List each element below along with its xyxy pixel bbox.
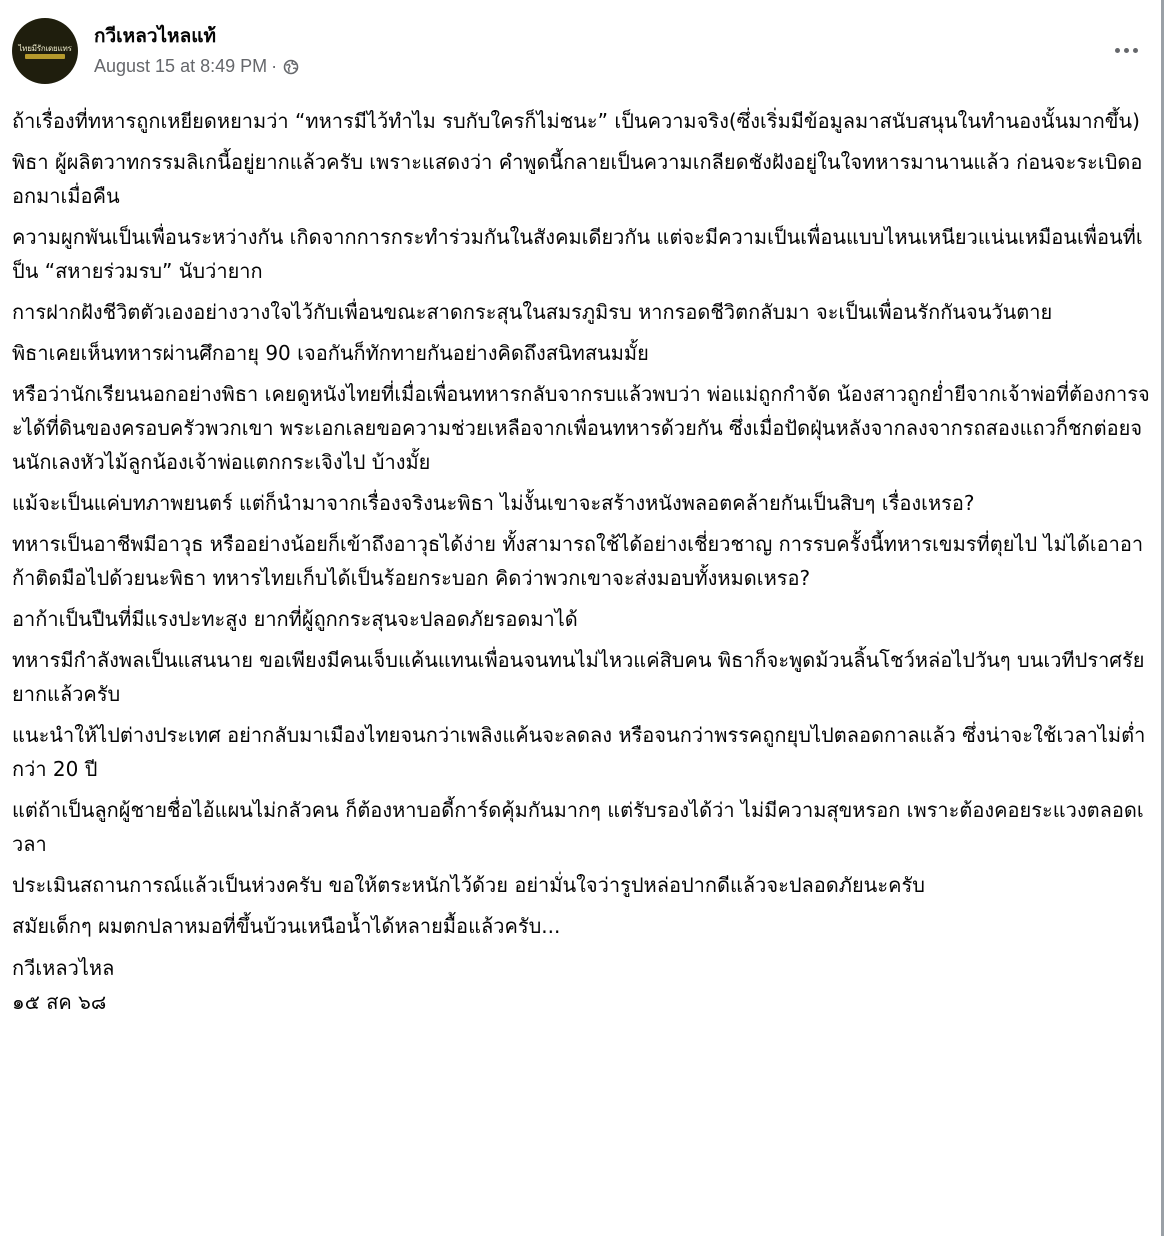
post-paragraph: ทหารมีกำลังพลเป็นแสนนาย ขอเพียงมีคนเจ็บแค้นแทนเพื่อนจนทนไม่ไหวแค่สิบคน พิธาก็จะพูดม้วนลิ้นโชว์หล่อไปวันๆ บนเวทีปราศรัยยากแล้วครับ xyxy=(12,648,1145,706)
post-paragraph: หรือว่านักเรียนนอกอย่างพิธา เคยดูหนังไทยที่เมื่อเพื่อนทหารกลับจากรบแล้วพบว่า พ่อแม่ถูกกำจัด น้องสาวถูกย่ำยีจากเจ้าพ่อที่ต้องการจะได้ที่ดินของครอบครัวพวกเขา พระเอกเลยขอความช่วยเหลือจากเพื่อนทหารด้วยกัน ซึ่งเมื่อปัดฝุ่นหลังจากลงจากรถสองแถวก็ชกต่อยจนนักเลงหัวไม้ลูกน้องเจ้าพ่อแตกกระเจิงไป บ้างมั้ย xyxy=(12,382,1150,474)
signature-name: กวีเหลวไหล xyxy=(12,956,115,980)
globe-icon[interactable] xyxy=(283,59,299,75)
post-header xyxy=(12,16,1152,86)
post-meta xyxy=(94,56,299,77)
avatar-stripe xyxy=(25,54,65,59)
post-paragraph: พิธาเคยเห็นทหารผ่านศึกอายุ 90 เจอกันก็ทักทายกันอย่างคิดถึงสนิทสนมมั้ย xyxy=(12,341,649,365)
post-paragraph: แต่ถ้าเป็นลูกผู้ชายชื่อไอ้แผนไม่กลัวคน ก็ต้องหาบอดี้การ์ดคุ้มกันมากๆ แต่รับรองได้ว่า ไม่มีความสุขหรอก เพราะต้องคอยระแวงตลอดเวลา xyxy=(12,798,1144,856)
author-name[interactable]: กวีเหลวไหลแท้ xyxy=(94,25,216,47)
post-body xyxy=(12,104,1152,1026)
more-options-icon[interactable] xyxy=(1108,36,1144,64)
post-paragraph: ทหารเป็นอาชีพมีอาวุธ หรืออย่างน้อยก็เข้าถึงอาวุธได้ง่าย ทั้งสามารถใช้ได้อย่างเชี่ยวชาญ การรบครั้งนี้ทหารเขมรที่ตุยไป ไม่ได้เอาอาก้าติดมือไปด้วยนะพิธา ทหารไทยเก็บได้เป็นร้อยกระบอก คิดว่าพวกเขาจะส่งมอบทั้งหมดเหรอ? xyxy=(12,532,1144,590)
post-paragraph: ประเมินสถานการณ์แล้วเป็นห่วงครับ ขอให้ตระหนักไว้ด้วย อย่ามั่นใจว่ารูปหล่อปากดีแล้วจะปลอดภัยนะครับ xyxy=(12,873,925,897)
avatar[interactable] xyxy=(12,18,78,84)
post-paragraph: แม้จะเป็นแค่บทภาพยนตร์ แต่ก็นำมาจากเรื่องจริงนะพิธา ไม่งั้นเขาจะสร้างหนังพลอตคล้ายกันเป็นสิบๆ เรื่องเหรอ? xyxy=(12,491,975,515)
post-paragraph: ความผูกพันเป็นเพื่อนระหว่างกัน เกิดจากการกระทำร่วมกันในสังคมเดียวกัน แต่จะมีความเป็นเพื่อนแบบไหนเหนียวแน่นเหมือนเพื่อนที่เป็น “สหายร่วมรบ” นับว่ายาก xyxy=(12,225,1143,283)
post-paragraph: การฝากฝังชีวิตตัวเองอย่างวางใจไว้กับเพื่อนขณะสาดกระสุนในสมรภูมิรบ หากรอดชีวิตกลับมา จะเป็นเพื่อนรักกันจนวันตาย xyxy=(12,300,1053,324)
post-paragraph: สมัยเด็กๆ ผมตกปลาหมอที่ขึ้นบ้วนเหนือน้ำได้หลายมื้อแล้วครับ... xyxy=(12,914,561,938)
post-timestamp[interactable]: August 15 at 8:49 PM xyxy=(94,56,268,76)
post-paragraph: แนะนำให้ไปต่างประเทศ อย่ากลับมาเมืองไทยจนกว่าเพลิงแค้นจะลดลง หรือจนกว่าพรรคถูกยุบไปตลอดกาลแล้ว ซึ่งน่าจะใช้เวลาไม่ต่ำกว่า 20 ปี xyxy=(12,723,1146,781)
meta-separator: · xyxy=(271,56,278,76)
post-paragraph: อาก้าเป็นปืนที่มีแรงปะทะสูง ยากที่ผู้ถูกกระสุนจะปลอดภัยรอดมาได้ xyxy=(12,607,578,631)
avatar-text: ไทยมีรักเดยแทร xyxy=(18,43,72,53)
signature-date: ๑๕ สค ๖๘ xyxy=(12,990,107,1014)
post-signature xyxy=(12,951,1152,1019)
post-paragraph: ถ้าเรื่องที่ทหารถูกเหยียดหยามว่า “ทหารมีไว้ทำไม รบกับใครก็ไม่ชนะ” เป็นความจริง(ซึ่งเริ่มมีข้อมูลมาสนับสนุนในทำนองนั้นมากขึ้น) xyxy=(12,109,1140,133)
post-paragraph: พิธา ผู้ผลิตวาทกรรมลิเกนี้อยู่ยากแล้วครับ เพราะแสดงว่า คำพูดนี้กลายเป็นความเกลียดชังฝังอยู่ในใจทหารมานานแล้ว ก่อนจะระเบิดออกมาเมื่อคืน xyxy=(12,150,1143,208)
